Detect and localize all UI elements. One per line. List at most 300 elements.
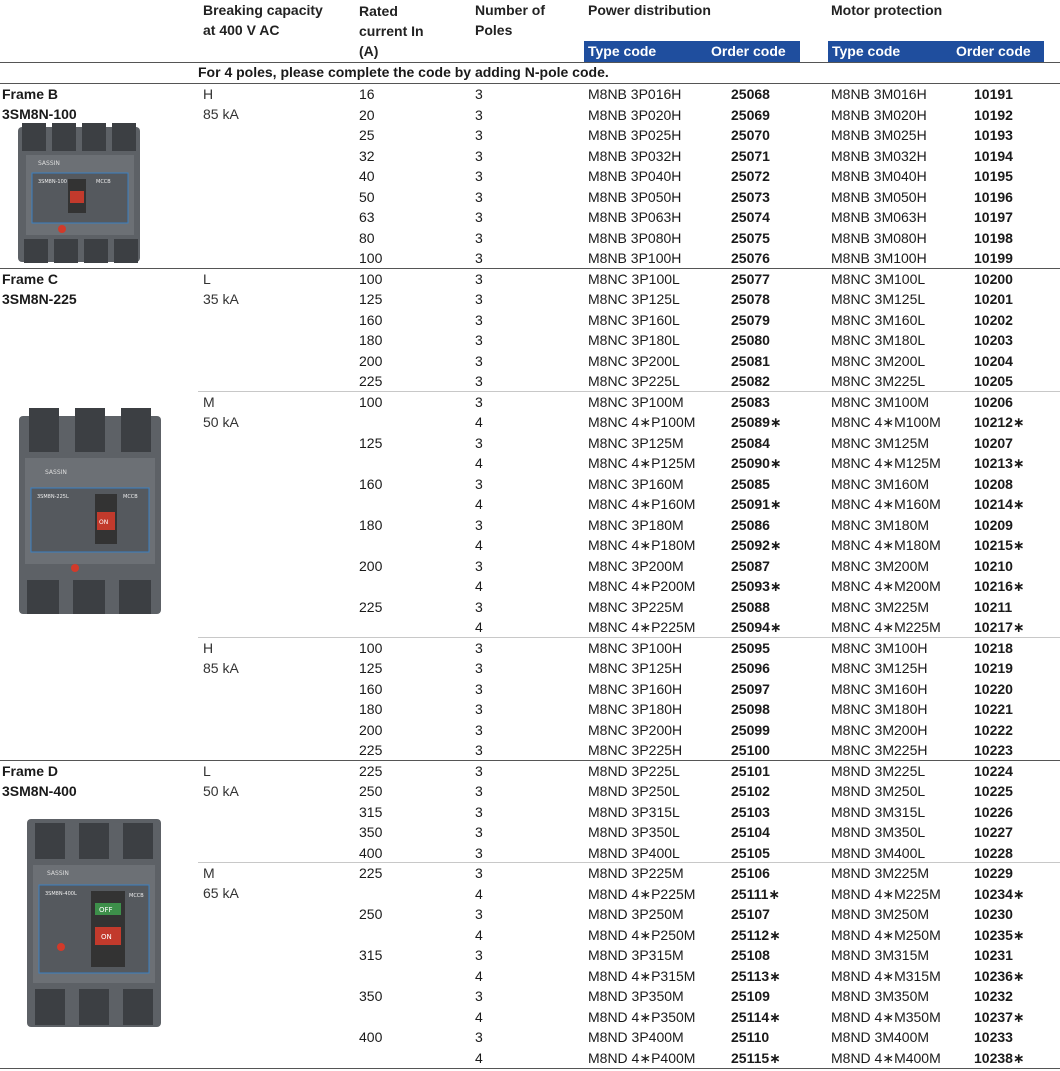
breaker-d-model: 3SM8N-400L [45,891,77,897]
poles-cell: 3 [475,680,483,697]
poles-cell: 4 [475,455,483,471]
mp-order-code-cell: 10198 [974,229,1013,246]
pd-type-code-cell: M8ND 3P400M [588,1029,684,1045]
mp-order-code-cell: 10194 [974,147,1013,164]
rated-current-cell: 160 [359,311,383,328]
pd-type-code-cell: M8NB 3P016H [588,86,682,102]
poles-cell: 3 [475,209,483,225]
pd-type-code-cell: M8ND 3P350M [588,988,684,1004]
poles-cell: 3 [475,229,483,246]
frame-label [2,761,77,801]
pd-type-code-cell: M8NC 3P125M [588,434,684,451]
mp-type-code-cell: M8ND 4∗M225M [831,885,941,902]
breaker-b-brand: SASSIN [38,160,60,167]
pd-type-code-cell: M8NB 3P080H [588,229,682,246]
four-pole-note: For 4 poles, please complete the code by adding N-pole code. [198,64,609,80]
mp-type-code-cell: M8NB 3M016H [831,86,927,102]
frame-label [2,269,77,309]
mp-type-code-cell: M8NC 4∗M200M [831,578,941,594]
pd-order-code-cell: 25103 [731,803,770,820]
mp-type-code-cell: M8ND 3M250M [831,906,930,922]
breaker-c-type: MCCB [123,494,138,500]
poles-cell: 3 [475,332,483,348]
power-distribution-code-bar [584,41,800,62]
mp-type-code-cell: M8NC 3M180M [831,516,930,533]
rated-current-cell: 225 [359,373,383,389]
pd-type-code-cell: M8ND 3P250L [588,783,680,799]
pd-order-code-cell: 25107 [731,906,770,922]
poles-cell: 3 [475,352,483,369]
mp-order-code-cell: 10206 [974,393,1013,410]
mp-order-code-cell: 10212∗ [974,414,1025,430]
mp-type-code-cell: M8NC 3M125L [831,291,926,307]
mp-order-code-cell: 10228 [974,844,1013,861]
pd-type-code-cell: M8NB 3P063H [588,209,682,225]
poles-cell: 3 [475,393,483,410]
breaking-ka: 85 kA [203,106,239,122]
mp-type-code-cell: M8NC 3M200M [831,557,930,574]
pd-type-code-cell: M8ND 3P315M [588,947,684,963]
mp-type-code-cell: M8ND 4∗M400M [831,1049,941,1066]
pd-order-code-cell: 25113∗ [731,967,781,984]
rated-current-cell: 180 [359,701,383,717]
mp-type-code-cell: M8ND 3M350L [831,824,926,840]
header-breaking-capacity [203,0,323,40]
mp-type-code-cell: M8NC 3M180H [831,701,928,717]
pd-type-code-cell: M8ND 4∗P400M [588,1049,696,1066]
mp-order-code-cell: 10213∗ [974,455,1025,471]
pd-type-code-cell: M8NC 3P200L [588,352,680,369]
mp-order-code-cell: 10207 [974,434,1013,451]
mp-order-code-label: Order code [956,43,1031,59]
poles-cell: 4 [475,1049,483,1066]
mp-order-code-cell: 10218 [974,639,1013,656]
pd-order-code-cell: 25093∗ [731,578,782,594]
pd-order-code-cell: 25083 [731,393,770,410]
poles-cell: 3 [475,291,483,307]
mp-order-code-cell: 10191 [974,86,1013,102]
pd-type-code-cell: M8ND 3P225L [588,762,680,779]
pd-type-code-cell: M8NC 4∗P160M [588,496,696,512]
breaking-ka: 50 kA [203,413,239,430]
pd-type-code-cell: M8NC 3P100H [588,639,683,656]
rated-current-cell: 180 [359,516,383,533]
poles-cell: 4 [475,967,483,984]
breaker-c-brand: SASSIN [45,469,67,476]
pd-order-code-cell: 25105 [731,844,770,861]
breaker-frame-c-image [15,408,165,618]
frame-name: Frame D [2,762,59,779]
poles-cell: 3 [475,762,483,779]
mp-order-code-cell: 10225 [974,783,1013,799]
breaker-d-type: MCCB [129,893,144,899]
mp-order-code-cell: 10209 [974,516,1013,533]
rated-current-cell: 250 [359,783,383,799]
mp-order-code-cell: 10234∗ [974,885,1025,902]
poles-cell: 4 [475,578,483,594]
mp-type-code-cell: M8NB 3M063H [831,209,927,225]
rated-current-cell: 180 [359,332,383,348]
pd-type-code-cell: M8ND 3P225M [588,865,684,881]
poles-cell: 3 [475,311,483,328]
breaking-ka: 65 kA [203,885,239,901]
breaking-ka: 35 kA [203,290,239,307]
mp-order-code-cell: 10201 [974,291,1013,307]
mp-order-code-cell: 10217∗ [974,619,1025,635]
pd-type-code-cell: M8NC 3P160M [588,475,684,492]
mp-order-code-cell: 10192 [974,106,1013,123]
mp-order-code-cell: 10238∗ [974,1049,1025,1066]
breaker-d-brand: SASSIN [47,870,69,877]
mp-type-code-cell: M8ND 3M315L [831,803,926,820]
pd-order-code-cell: 25100 [731,742,770,758]
mp-type-code-cell: M8NC 4∗M225M [831,619,941,635]
mp-order-code-cell: 10195 [974,168,1013,184]
pd-order-code-cell: 25102 [731,783,770,799]
pd-type-code-cell: M8NB 3P050H [588,188,682,205]
mp-type-code-cell: M8NB 3M025H [831,127,927,143]
table-bottom-rule [0,1068,1060,1069]
group-separator [198,391,1060,392]
poles-cell: 3 [475,660,483,676]
poles-cell: 3 [475,844,483,861]
poles-cell: 3 [475,516,483,533]
breaking-class: L [203,762,211,779]
breaking-ka: 85 kA [203,659,239,676]
rated-current-cell: 32 [359,147,375,164]
poles-cell: 4 [475,926,483,943]
pd-type-code-cell: M8NC 3P100M [588,393,684,410]
mp-order-code-cell: 10230 [974,906,1013,922]
rated-current-cell: 315 [359,947,383,963]
poles-cell: 3 [475,701,483,717]
pd-order-code-cell: 25090∗ [731,455,782,471]
pd-type-code-cell: M8NC 3P160L [588,311,680,328]
breaking-capacity-group [203,638,239,678]
poles-cell: 3 [475,721,483,738]
header-poles-line1: Number of [475,2,545,18]
pd-type-code-cell: M8NC 3P225L [588,373,680,389]
mp-order-code-cell: 10216∗ [974,578,1025,594]
mp-type-code-cell: M8NC 4∗M160M [831,496,941,512]
pd-order-code-cell: 25076 [731,250,770,266]
breaking-capacity-group [203,269,239,309]
poles-cell: 3 [475,947,483,963]
pd-type-code-cell: M8NC 4∗P225M [588,619,696,635]
pd-type-code-cell: M8NC 4∗P125M [588,455,696,471]
mp-order-code-cell: 10231 [974,947,1013,963]
breaker-b-type: MCCB [96,179,111,185]
pd-type-code-cell: M8NC 3P125L [588,291,680,307]
pd-type-code-label: Type code [588,43,657,59]
pd-type-code-cell: M8ND 4∗P350M [588,1008,696,1025]
pd-order-code-cell: 25072 [731,168,770,184]
poles-cell: 3 [475,865,483,881]
pd-type-code-cell: M8NB 3P020H [588,106,682,123]
poles-cell: 4 [475,496,483,512]
mp-type-code-label: Type code [832,43,901,59]
mp-type-code-cell: M8NB 3M050H [831,188,927,205]
pd-order-code-cell: 25084 [731,434,770,451]
poles-cell: 4 [475,1008,483,1025]
breaking-class: H [203,86,214,102]
pd-order-code-cell: 25087 [731,557,770,574]
header-power-distribution: Power distribution [588,2,711,18]
poles-cell: 3 [475,742,483,758]
poles-cell: 3 [475,270,483,287]
rated-current-cell: 225 [359,762,383,779]
pd-order-code-cell: 25104 [731,824,770,840]
pd-order-code-cell: 25092∗ [731,537,782,553]
motor-protection-code-bar [828,41,1044,62]
pd-type-code-cell: M8NB 3P032H [588,147,682,164]
poles-cell: 3 [475,988,483,1004]
rated-current-cell: 50 [359,188,375,205]
rated-current-cell: 16 [359,86,375,102]
pd-order-code-cell: 25115∗ [731,1049,781,1066]
mp-type-code-cell: M8NB 3M040H [831,168,927,184]
pd-type-code-cell: M8NC 4∗P180M [588,537,696,553]
breaking-class: H [203,639,214,656]
mp-type-code-cell: M8NC 3M200H [831,721,928,738]
pd-type-code-cell: M8NC 3P200M [588,557,684,574]
mp-type-code-cell: M8NC 3M225H [831,742,928,758]
pd-order-code-cell: 25085 [731,475,770,492]
header-rated-line2: current In [359,23,424,39]
rated-current-cell: 160 [359,475,383,492]
mp-type-code-cell: M8ND 3M315M [831,947,930,963]
pd-type-code-cell: M8NC 3P160H [588,680,683,697]
mp-order-code-cell: 10222 [974,721,1013,738]
pd-type-code-cell: M8ND 3P315L [588,803,680,820]
pd-type-code-cell: M8NC 3P225M [588,598,684,615]
pd-order-code-label: Order code [711,43,786,59]
pd-order-code-cell: 25112∗ [731,926,781,943]
poles-cell: 3 [475,106,483,123]
mp-type-code-cell: M8ND 4∗M250M [831,926,941,943]
rated-current-cell: 100 [359,639,383,656]
rated-current-cell: 125 [359,434,383,451]
pd-type-code-cell: M8NC 3P200H [588,721,683,738]
poles-cell: 3 [475,783,483,799]
pd-order-code-cell: 25073 [731,188,770,205]
breaker-c-model: 3SM8N-225L [37,494,69,500]
poles-cell: 3 [475,803,483,820]
mp-order-code-cell: 10227 [974,824,1013,840]
pd-type-code-cell: M8ND 3P250M [588,906,684,922]
mp-type-code-cell: M8NC 3M225M [831,598,930,615]
poles-cell: 3 [475,906,483,922]
breaking-capacity-group [203,392,239,432]
poles-cell: 3 [475,127,483,143]
mp-order-code-cell: 10224 [974,762,1013,779]
pd-order-code-cell: 25097 [731,680,770,697]
poles-cell: 3 [475,824,483,840]
pd-order-code-cell: 25108 [731,947,770,963]
pd-type-code-cell: M8NC 3P125H [588,660,683,676]
mp-type-code-cell: M8NC 3M160H [831,680,928,697]
mp-order-code-cell: 10204 [974,352,1013,369]
pd-order-code-cell: 25080 [731,332,770,348]
rated-current-cell: 80 [359,229,375,246]
mp-order-code-cell: 10196 [974,188,1013,205]
mp-order-code-cell: 10226 [974,803,1013,820]
mp-order-code-cell: 10219 [974,660,1013,676]
mp-order-code-cell: 10200 [974,270,1013,287]
header-rated-line3: (A) [359,43,379,59]
poles-cell: 4 [475,619,483,635]
breaking-class: L [203,270,211,287]
poles-cell: 3 [475,168,483,184]
mp-type-code-cell: M8ND 3M225L [831,762,926,779]
pd-order-code-cell: 25098 [731,701,770,717]
mp-type-code-cell: M8NC 4∗M180M [831,537,941,553]
pd-order-code-cell: 25069 [731,106,770,123]
rated-current-cell: 125 [359,660,383,676]
mp-type-code-cell: M8NC 3M125H [831,660,928,676]
pd-order-code-cell: 25070 [731,127,770,143]
pd-order-code-cell: 25095 [731,639,770,656]
header-breaking-line2: at 400 V AC [203,22,280,38]
mp-type-code-cell: M8ND 3M350M [831,988,930,1004]
mp-order-code-cell: 10199 [974,250,1013,266]
mp-type-code-cell: M8NC 3M225L [831,373,926,389]
poles-cell: 3 [475,250,483,266]
group-separator [198,637,1060,638]
poles-cell: 3 [475,639,483,656]
mp-order-code-cell: 10193 [974,127,1013,143]
rated-current-cell: 225 [359,865,383,881]
pd-order-code-cell: 25099 [731,721,770,738]
rated-current-cell: 63 [359,209,375,225]
pd-type-code-cell: M8ND 4∗P250M [588,926,696,943]
mp-order-code-cell: 10208 [974,475,1013,492]
pd-order-code-cell: 25110 [731,1029,770,1045]
mp-type-code-cell: M8NC 3M180L [831,332,926,348]
rated-current-cell: 100 [359,250,383,266]
mp-order-code-cell: 10197 [974,209,1013,225]
pd-type-code-cell: M8NC 3P225H [588,742,683,758]
mp-order-code-cell: 10237∗ [974,1008,1025,1025]
pd-order-code-cell: 25077 [731,270,770,287]
poles-cell: 4 [475,885,483,902]
mp-order-code-cell: 10229 [974,865,1013,881]
pd-type-code-cell: M8ND 3P400L [588,844,680,861]
mp-order-code-cell: 10202 [974,311,1013,328]
pd-type-code-cell: M8ND 4∗P315M [588,967,696,984]
header-number-of-poles [475,0,545,40]
breaker-d-off: OFF [99,906,113,914]
mp-order-code-cell: 10205 [974,373,1013,389]
frame-model: 3SM8N-100 [2,106,77,122]
pd-order-code-cell: 25111∗ [731,885,781,902]
mp-type-code-cell: M8NB 3M020H [831,106,927,123]
pd-order-code-cell: 25096 [731,660,770,676]
mp-type-code-cell: M8ND 3M250L [831,783,926,799]
poles-cell: 4 [475,537,483,553]
poles-cell: 3 [475,434,483,451]
pd-type-code-cell: M8NC 3P100L [588,270,680,287]
pd-order-code-cell: 25082 [731,373,770,389]
mp-order-code-cell: 10223 [974,742,1013,758]
pd-order-code-cell: 25074 [731,209,770,225]
pd-type-code-cell: M8NB 3P100H [588,250,682,266]
breaker-d-on: ON [101,933,112,941]
poles-cell: 3 [475,86,483,102]
rated-current-cell: 200 [359,352,383,369]
mp-order-code-cell: 10210 [974,557,1013,574]
pd-order-code-cell: 25114∗ [731,1008,781,1025]
group-separator [0,268,1060,269]
breaker-frame-d-image [25,817,163,1029]
pd-type-code-cell: M8ND 3P350L [588,824,680,840]
poles-cell: 3 [475,598,483,615]
frame-label [2,84,77,124]
mp-type-code-cell: M8NC 3M100M [831,393,930,410]
pd-type-code-cell: M8NB 3P025H [588,127,682,143]
rated-current-cell: 400 [359,844,383,861]
header-rated-current [359,1,424,61]
rated-current-cell: 225 [359,598,383,615]
frame-name: Frame C [2,270,59,287]
header-rule [0,62,1060,63]
mp-type-code-cell: M8NC 3M125M [831,434,930,451]
frame-model: 3SM8N-400 [2,782,77,799]
pd-type-code-cell: M8NB 3P040H [588,168,682,184]
breaker-b-model: 3SM8N-100 [38,179,67,185]
pd-order-code-cell: 25109 [731,988,770,1004]
mp-type-code-cell: M8ND 3M400M [831,1029,930,1045]
mp-type-code-cell: M8NC 3M200L [831,352,926,369]
mp-order-code-cell: 10221 [974,701,1013,717]
pd-order-code-cell: 25101 [731,762,770,779]
pd-order-code-cell: 25091∗ [731,496,782,512]
pd-type-code-cell: M8NC 4∗P200M [588,578,696,594]
breaking-capacity-group [203,761,239,801]
rated-current-cell: 20 [359,106,375,123]
mp-type-code-cell: M8ND 4∗M350M [831,1008,941,1025]
breaking-class: M [203,865,215,881]
pd-type-code-cell: M8NC 3P180H [588,701,683,717]
mp-order-code-cell: 10236∗ [974,967,1025,984]
rated-current-cell: 160 [359,680,383,697]
breaker-c-on: ON [99,519,109,526]
rated-current-cell: 100 [359,393,383,410]
mp-type-code-cell: M8NC 3M160M [831,475,930,492]
pd-order-code-cell: 25086 [731,516,770,533]
pd-order-code-cell: 25089∗ [731,414,782,430]
mp-order-code-cell: 10211 [974,598,1013,615]
pd-order-code-cell: 25094∗ [731,619,782,635]
mp-type-code-cell: M8NB 3M100H [831,250,927,266]
mp-type-code-cell: M8NB 3M080H [831,229,927,246]
rated-current-cell: 40 [359,168,375,184]
rated-current-cell: 125 [359,291,383,307]
breaking-ka: 50 kA [203,782,239,799]
poles-cell: 3 [475,1029,483,1045]
breaker-frame-b-image [12,121,148,266]
mp-order-code-cell: 10232 [974,988,1013,1004]
mp-order-code-cell: 10220 [974,680,1013,697]
mp-type-code-cell: M8NC 4∗M125M [831,455,941,471]
frame-model: 3SM8N-225 [2,290,77,307]
rated-current-cell: 225 [359,742,383,758]
pd-order-code-cell: 25075 [731,229,770,246]
poles-cell: 3 [475,147,483,164]
poles-cell: 3 [475,373,483,389]
mp-order-code-cell: 10203 [974,332,1013,348]
mp-type-code-cell: M8NC 3M100L [831,270,926,287]
